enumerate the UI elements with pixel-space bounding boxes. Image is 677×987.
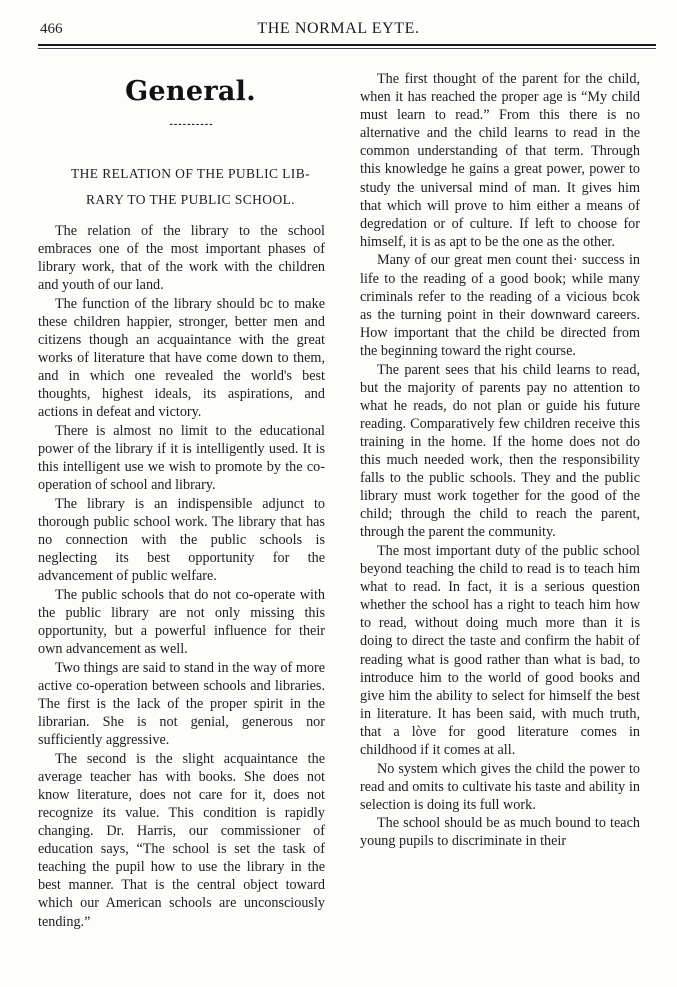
page-number: 466 <box>40 21 63 37</box>
paragraph: No system which gives the child the power to read and omits to cultivate his taste and ability in selection is doing its full work. <box>360 760 640 813</box>
paragraph: The most important duty of the public school beyond teaching the child to read is to teach him what to read. In fact, it is a serious question whether the school has a right to teach him how to read, without doing much more than it is doing to direct the taste and confirm the habit of reading what is good rather than what is bad, to introduce him to the world of good books and give him the ability to select for himself the best in literature. It has been said, with much truth, that a lòve for good literature comes in childhood if it comes at all. <box>360 542 640 758</box>
section-title: General. <box>125 76 256 107</box>
ornament-divider: ---------- <box>168 120 213 130</box>
running-title: THE NORMAL EYTE. <box>257 20 420 37</box>
header-rule <box>38 44 656 46</box>
paragraph: The library is an indispensible adjunct to thorough public school work. The library that has no connection with the public schools is neglecting its best opportunity for the advancement of public welfare. <box>38 495 325 585</box>
left-column <box>38 222 325 931</box>
article-heading-line: RARY TO THE PUBLIC SCHOOL. <box>85 192 296 207</box>
paragraph: The first thought of the parent for the child, when it has reached the proper age is “My child must learn to read.” From this there is no alternative and the child learns to read in the common understanding of that term. Through this knowledge he gains a great power, power to study the universal mind of man. It gives him that which will prove to him either a means of degredation or of culture. If left to choose for himself, it is as apt to be the one as the other. <box>360 71 640 250</box>
article-heading-line: THE RELATION OF THE PUBLIC LIB- <box>70 166 310 181</box>
paragraph: The relation of the library to the school embraces one of the most important phases of library work, that of the work with the children and youth of our land. <box>38 223 325 294</box>
paragraph: The function of the library should bc to make these children happier, stronger, better men and citizens though an acquaintance with the great works of literature that have come down to them, and in which one revealed the world's best thoughts, highest ideals, its aspirations, and actions in defeat and victory. <box>38 295 325 421</box>
paragraph: The second is the slight acquaintance the average teacher has with books. She does not know literature, does not care for it, does not recognize its value. This condition is rapidly changing. Dr. Harris, our commissioner of education says, “The school is set the task of teaching the pupil how to use the library in the best manner. That is the central object toward which our American schools are unconsciously tending.” <box>38 750 325 930</box>
right-column <box>360 70 640 851</box>
paragraph: Two things are said to stand in the way of more active co-operation between schools and libraries. The first is the lack of the proper spirit in the librarian. She is not genial, generous nor sufficiently aggressive. <box>38 659 325 749</box>
paragraph: Many of our great men count thei· success in life to the reading of a good book; while many criminals refer to the reading of a vicious bcok as the turning point in their downward careers. How important that the child be directed from the beginning toward the right course. <box>360 252 640 359</box>
header-rule-thin <box>38 48 656 49</box>
article-heading <box>38 161 343 213</box>
paragraph: The public schools that do not co-operate with the public library are not only missing this opportunity, but a powerful influence for their own advancement as well. <box>38 586 325 658</box>
paragraph: The school should be as much bound to teach young pupils to discriminate in their <box>360 815 640 850</box>
paragraph: The parent sees that his child learns to read, but the majority of parents pay no attention to what he reads, do not plan or guide his future reading. Comparatively few children receive this training in the home. If the home does not do this much needed work, then the responsibility falls to the public schools. They and the public library must work together for the good of the child; through the child to reach the parent, through the parent the community. <box>360 361 640 541</box>
paragraph: There is almost no limit to the educational power of the library if it is intelligently used. It is this intelligent use we wish to promote by the co-operation of school and library. <box>38 423 325 494</box>
